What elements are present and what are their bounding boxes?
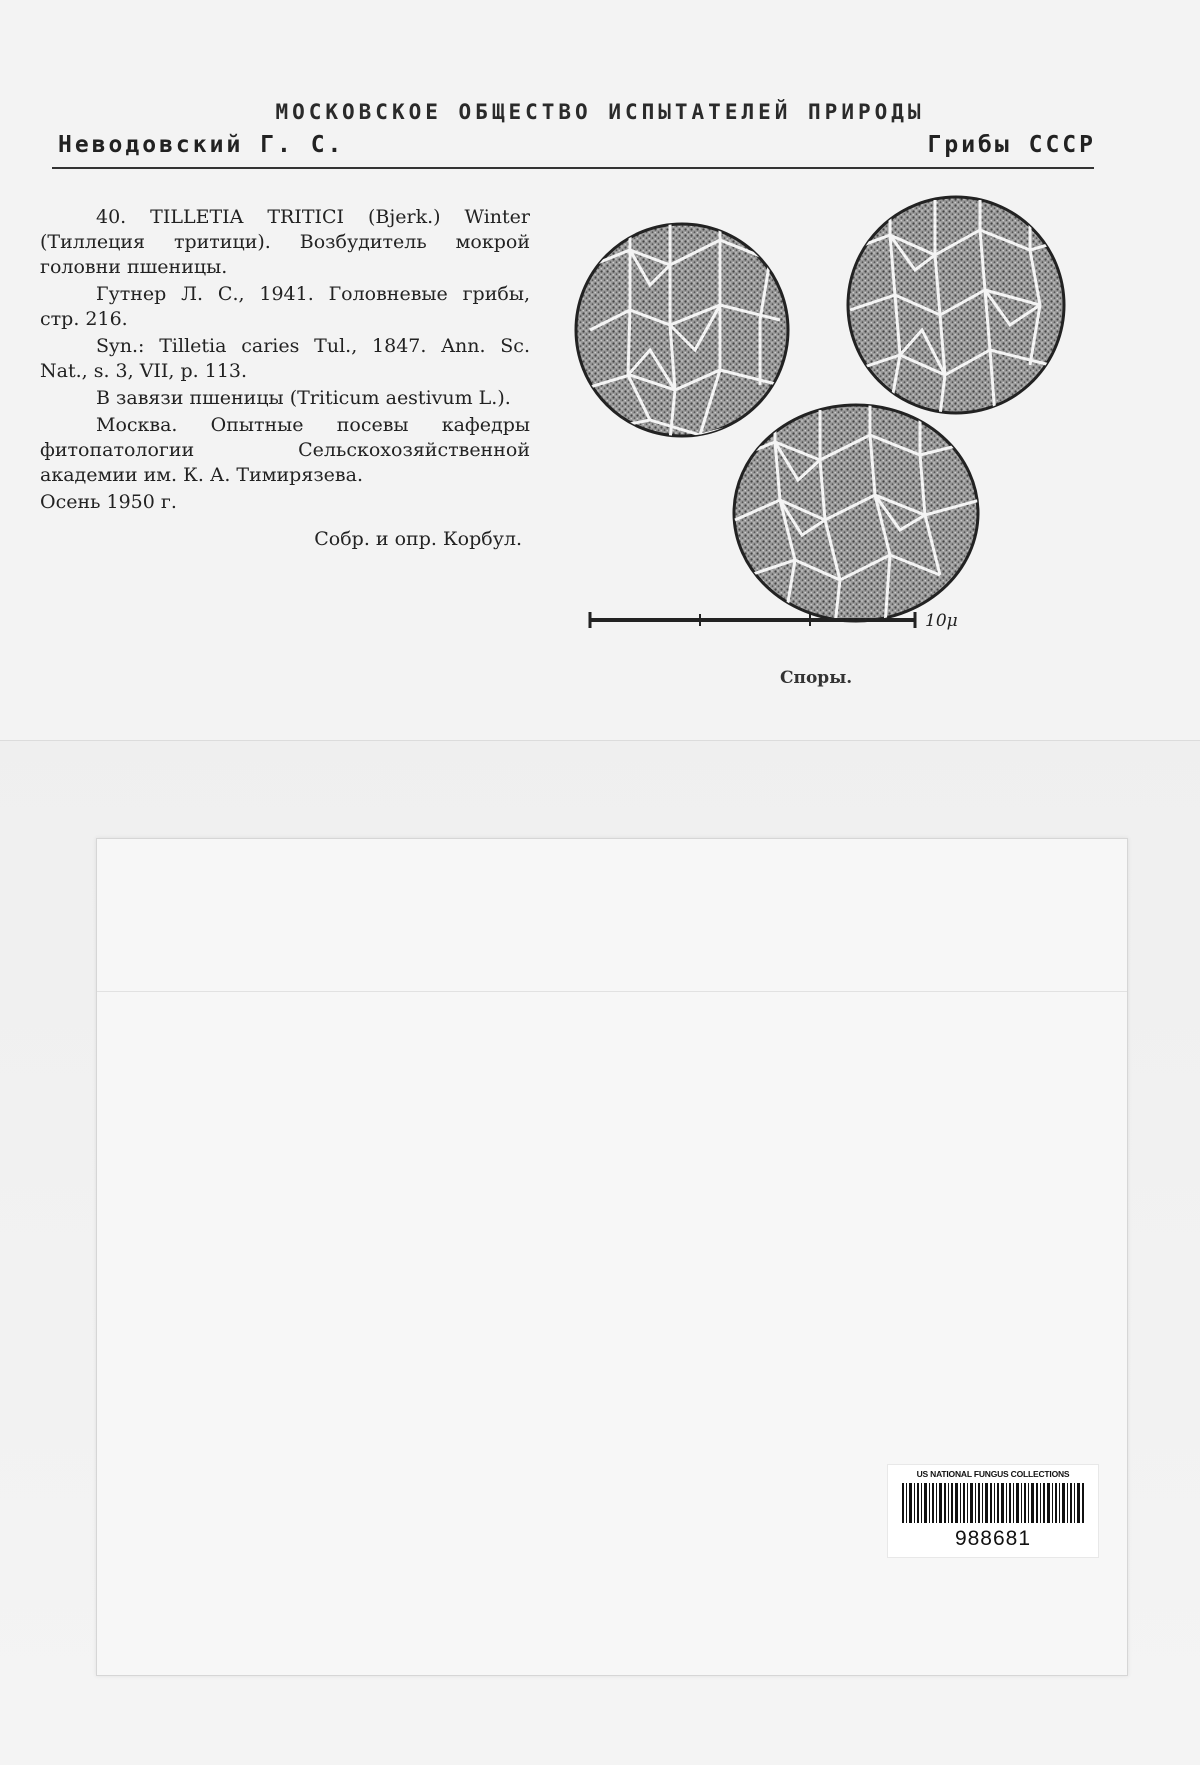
barcode-title: US NATIONAL FUNGUS COLLECTIONS (916, 1469, 1070, 1479)
barcode-label (887, 1464, 1099, 1558)
entry-date: Осень 1950 г. (40, 491, 177, 513)
entry-paragraph: В завязи пшеницы (Triticum aestivum L.). (96, 387, 511, 409)
spore-2 (848, 197, 1065, 415)
series-title: Грибы СССР (927, 132, 1096, 158)
figure-caption: Споры. (780, 668, 853, 688)
entry-paragraph: Москва. Опытные посевы кафедры фитопатологии Сельскохозяйственной академии им. К. А. Тимирязева. (40, 414, 530, 486)
specimen-envelope (96, 838, 1128, 1676)
entry-paragraph: Syn.: Tilletia caries Tul., 1847. Ann. Sc. Nat., s. 3, VII, p. 113. (40, 335, 530, 382)
entry-collector: Собр. и опр. Корбул. (314, 528, 522, 550)
spore-1 (576, 220, 788, 440)
header-rule (52, 167, 1094, 169)
spore-3 (730, 405, 980, 625)
entry-text (40, 205, 530, 554)
entry-paragraph: 40. TILLETIA TRITICI (Bjerk.) Winter (Тиллеция тритици). Возбудитель мокрой головни пшеницы. (40, 206, 530, 278)
scale-label: 10μ (925, 611, 958, 631)
specimen-label (0, 0, 1200, 741)
envelope-flap (97, 991, 1127, 992)
author-name: Неводовский Г. С. (58, 132, 345, 158)
society-heading: МОСКОВСКОЕ ОБЩЕСТВО ИСПЫТАТЕЛЕЙ ПРИРОДЫ (275, 100, 925, 124)
entry-paragraph: Гутнер Л. С., 1941. Головневые грибы, стр. 216. (40, 283, 530, 330)
barcode-number: 988681 (954, 1527, 1032, 1550)
spore-illustration (570, 180, 1110, 660)
